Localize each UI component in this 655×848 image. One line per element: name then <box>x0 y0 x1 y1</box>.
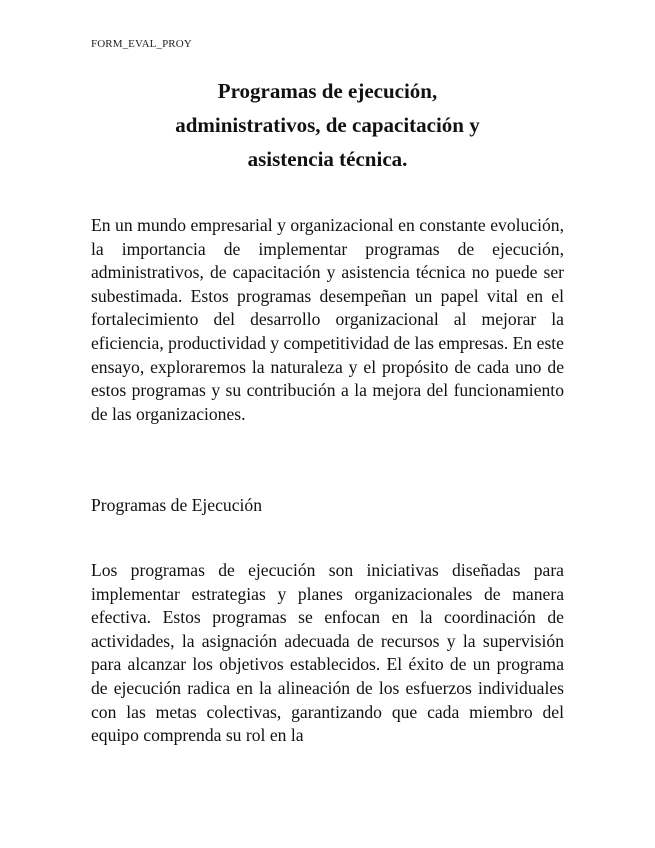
form-code-header: FORM_EVAL_PROY <box>91 38 192 50</box>
section-heading: Programas de Ejecución <box>91 495 262 515</box>
intro-paragraph: En un mundo empresarial y organizacional en constante evolución, la importancia de implementar programas de ejecución, administrativos, de capacitación y asistencia técnica no puede ser subestimada. Estos programas desempeñan un papel vital en el fortalecimiento del desarrollo organizacional al mejorar la eficiencia, productividad y competitividad de las empresas. En este ensayo, exploraremos la naturaleza y el propósito de cada uno de estos programas y su contribución a la mejora del funcionamiento de las organizaciones. <box>91 215 564 424</box>
title-line: administrativos, de capacitación y <box>175 113 480 137</box>
document-title <box>91 74 564 176</box>
title-line: asistencia técnica. <box>247 147 408 171</box>
section-paragraph: Los programas de ejecución son iniciativas diseñadas para implementar estrategias y planes organizacionales de manera efectiva. Estos programas se enfocan en la coordinación de actividades, la asignación adecuada de recursos y la supervisión para alcanzar los objetivos establecidos. El éxito de un programa de ejecución radica en la alineación de los esfuerzos individuales con las metas colectivas, garantizando que cada miembro del equipo comprenda su rol en la <box>91 560 564 746</box>
title-line: Programas de ejecución, <box>217 79 438 103</box>
